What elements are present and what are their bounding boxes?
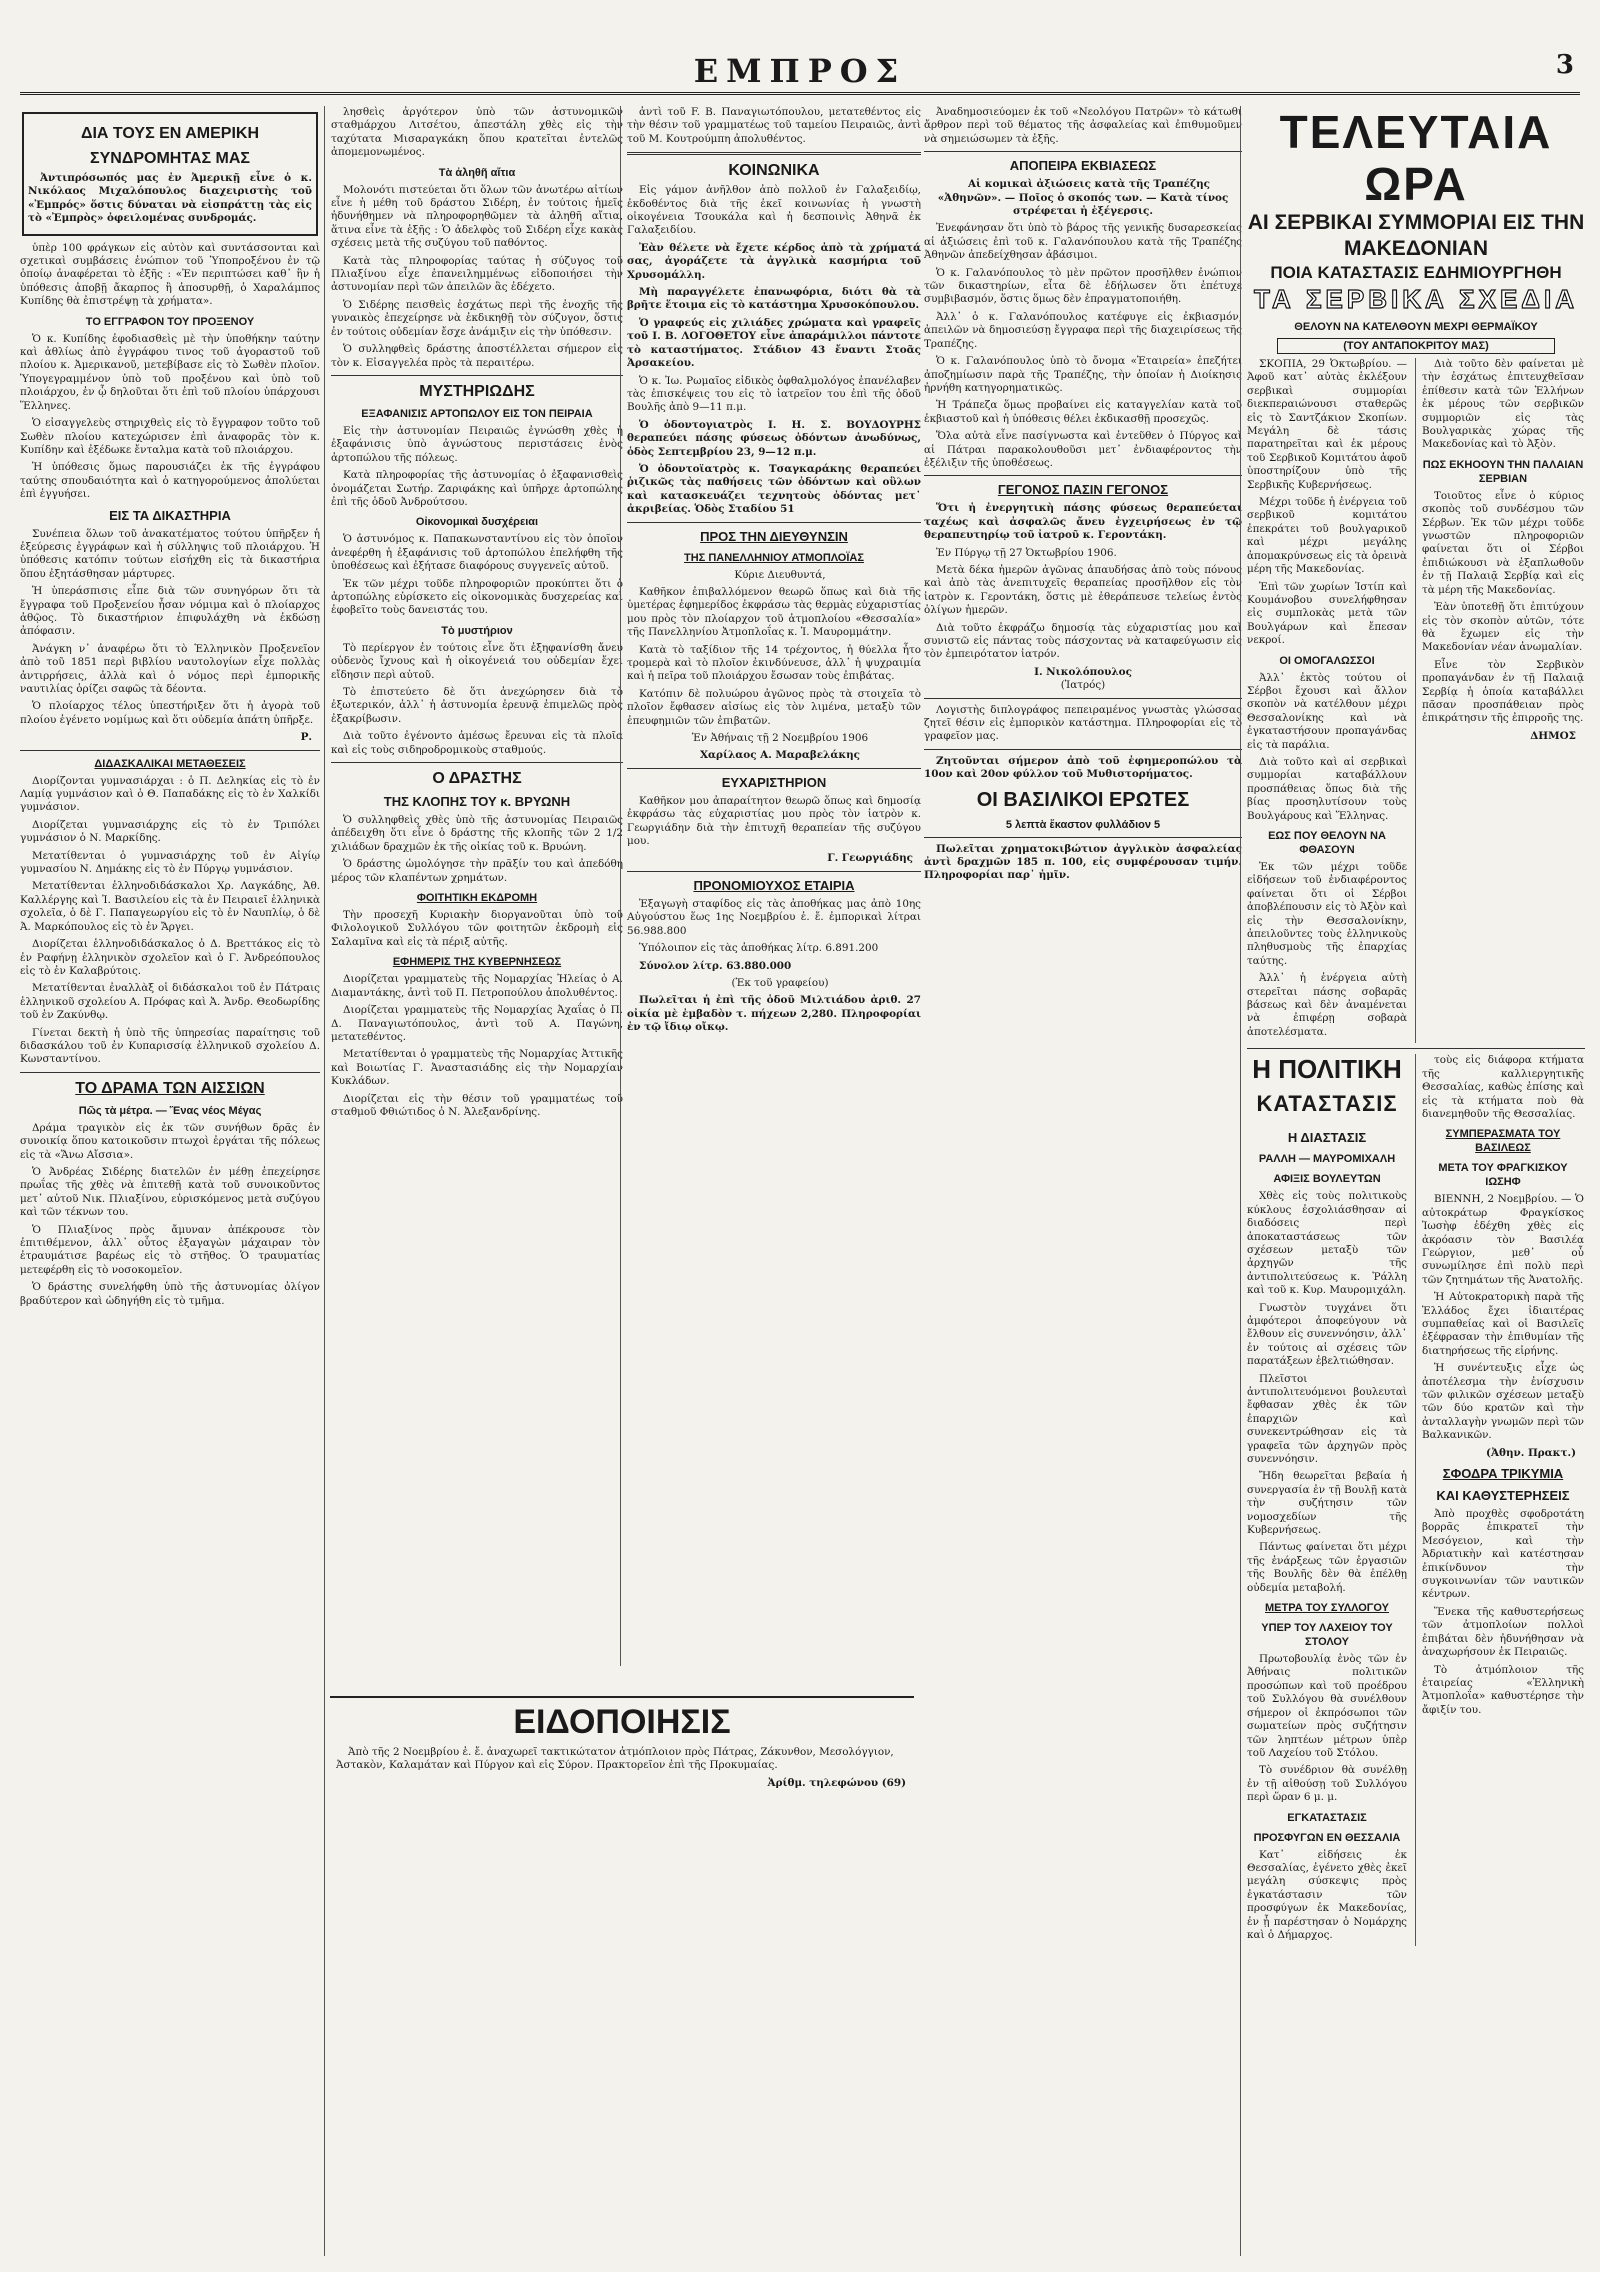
paragraph: Πρωτοβουλίᾳ ἑνὸς τῶν ἐν Ἀθήναις πολιτικῶν προσώπων καὶ τοῦ προέδρου τοῦ Συλλόγου θὰ συνέλθουν σήμερον οἱ ἐκπρόσωποι τῶν σωματείων πρὸς συζήτησιν τῶν ληπτέων μέτρων ὑπὲρ τοῦ Λαχείου τοῦ Στόλου. <box>1247 1653 1407 1759</box>
letter-date: Ἐν Ἀθήναις τῇ 2 Νοεμβρίου 1906 <box>691 732 869 745</box>
paragraph: Κατ᾽ εἰδήσεις ἐκ Θεσσαλίας, ἐγένετο χθὲς ἐκεῖ μεγάλη σύσκεψις πρὸς ἐγκατάστασιν τῶν προσφύγων ἐκ Μακεδονίας, ἐν ᾗ παρέστησαν ὁ Νομάρχης καὶ ὁ Δήμαρχος. <box>1247 1848 1407 1941</box>
paragraph: Μετατίθενται ὁ γραμματεὺς τῆς Νομαρχίας Ἀττικῆς καὶ Βοιωτίας Γ. Ἀναστασιάδης εἰς τὴν Νομαρχίαν Κυκλάδων. <box>331 1048 623 1088</box>
divider <box>627 768 921 769</box>
headline-thermaikos: ΘΕΛΟΥΝ ΝΑ ΚΑΤΕΛΘΟΥΝ ΜΕΧΡΙ ΘΕΡΜΑΪΚΟΥ <box>1294 321 1538 333</box>
section-heading-drama: ΤΟ ΔΡΑΜΑ ΤΩΝ ΑΙΣΣΙΩΝ <box>75 1079 265 1097</box>
paragraph: Ἡ Τράπεζα ὅμως προβαίνει εἰς καταγγελίαν κατὰ τοῦ ἐκβιαστοῦ καὶ ἡ ὑπόθεσις θέλει ἐκδικασθῇ προσεχῶς. <box>924 399 1242 425</box>
politics-heading-2: ΚΑΤΑΣΤΑΣΙΣ <box>1256 1091 1398 1117</box>
divider <box>924 475 1242 476</box>
section-heading-how-far: ΕΩΣ ΠΟΥ ΘΕΛΟΥΝ ΝΑ ΦΘΑΣΟΥΝ <box>1268 830 1386 856</box>
paragraph: Ἀνάγκη ν᾽ ἀναφέρω ὅτι τὸ Ἑλληνικὸν Προξενεῖον ἀπὸ τοῦ 1851 περὶ βιβλίου ναυτολογίων εἶχε πολλὰς ἀντιρρήσεις, ἀλλὰ καὶ ὁ νόμος περὶ ἐμπορικῆς ναυτιλίας ὁρίζει σαφῶς τὰ δέοντα. <box>20 642 320 695</box>
politics-section <box>1247 1054 1407 1946</box>
section-heading-consul: ΤΟ ΕΓΓΡΑΦΟΝ ΤΟΥ ΠΡΟΞΕΝΟΥ <box>85 315 255 328</box>
section-heading-company: ΠΡΟΝΟΜΙΟΥΧΟΣ ΕΤΑΙΡΙΑ <box>693 877 855 893</box>
paragraph: Ὁ κ. Ἰω. Ρωμαῖος εἰδικὸς ὀφθαλμολόγος ἐπανέλαβεν τὰς ἐπισκέψεις του εἰς τὸ ἰατρεῖον του ἐπὶ τῆς ὁδοῦ Βουλῆς ἀπὸ 9—11 π.μ. <box>627 374 921 414</box>
newspaper-title: ΕΜΠΡΟΣ <box>693 52 907 90</box>
lower-body <box>1247 1054 1585 1946</box>
paragraph: Ἡ Αὐτοκρατορικὴ παρὰ τῆς Ἑλλάδος ἔχει ἰδιαιτέρας συμπαθείας καὶ οἱ Βασιλεῖς ἐξέφρασαν τὴν ἐπιθυμίαν τῆς διατηρήσεως τῆς εἰρήνης. <box>1422 1291 1584 1357</box>
paragraph: Μετατίθενται ὁ γυμνασιάρχης τοῦ ἐν Αἰγίῳ γυμνασίου Ν. Δημάκης εἰς τὸ ἐν Πύργῳ γυμνάσιον. <box>20 849 320 876</box>
paragraph: Λογιστὴς διπλογράφος πεπειραμένος γνωστὰς γλώσσας ζητεῖ θέσιν εἰς ἐμπορικὸν κατάστημα. Πληροφορίαι εἰς τὸ γραφεῖον μας. <box>924 703 1242 743</box>
divider <box>20 750 320 751</box>
paragraph: Διὰ τοῦτο καὶ αἱ σερβικαὶ συμμορίαι καταβάλλουν προσπάθειας ὅπως διὰ τῆς βίας προσηλυτίσουν τοὺς Βουλγάρους καὶ Ἕλληνας. <box>1247 755 1407 822</box>
paragraph: Συνέπεια ὅλων τοῦ ἀνακατέματος τούτου ὑπῆρξεν ἡ ἐξεύρεσις ἐγγράφων καὶ ἡ σύλληψις τοῦ πλοιάρχου. Ἡ ὑπόθεσις κατόπιν τούτων εἰσήχθη εἰς τὰ δικαστήρια ὅπου ἐξητάσθησαν μάρτυρες. <box>20 527 320 580</box>
divider <box>20 1072 320 1073</box>
section-heading-settlement: ΕΓΚΑΤΑΣΤΑΣΙΣ <box>1287 1811 1367 1824</box>
section-subheading-letter: ΤΗΣ ΠΑΝΕΛΛΗΝΙΟΥ ΑΤΜΟΠΛΟΪΑΣ <box>684 551 864 564</box>
note: (Ἐκ τοῦ γραφείου) <box>731 976 829 989</box>
headline-serbian-bands: ΑΙ ΣΕΡΒΙΚΑΙ ΣΥΜΜΟΡΙΑΙ ΕΙΣ ΤΗΝ ΜΑΚΕΔΟΝΙΑΝ <box>1247 211 1585 260</box>
paragraph: Ἀλλ᾽ ὁ κ. Γαλανόπουλος κατέφυγε εἰς ἐκβιασμόν, ἀπειλῶν νὰ δημοσιεύσῃ ἔγγραφα περὶ τῆς διαχειρίσεως τῆς Τραπέζης. <box>924 310 1242 350</box>
column-1 <box>20 106 320 2256</box>
paragraph: Ἀναδημοσιεύομεν ἐκ τοῦ «Νεολόγου Πατρῶν» τὸ κάτωθι ἄρθρον περὶ τοῦ θέματος τῆς ἀσφαλείας καὶ ἐπιθυμοῦμεν νὰ σημειώσωμεν τὰ ἑξῆς. <box>924 106 1242 145</box>
notice-ad <box>330 1696 914 1882</box>
notice: Ὁ ὀδοντοϊατρὸς κ. Τσαγκαράκης θεραπεύει ῥιζικῶς τὰς παθήσεις τῶν ὀδόντων καὶ οὓλων καὶ κατασκευάζει τεχνητοὺς ὀδόντας μετ᾽ ἀκριβείας. Ὁδὸς Σταδίου 51 <box>627 462 921 516</box>
paragraph: Ἀλλ᾽ ἡ ἐνέργεια αὐτὴ στερεῖται πάσης σοβαρᾶς βάσεως καὶ δὲν ἀναμένεται νὰ ἐπιφέρῃ σοβαρὰ ἀποτελέσματα. <box>1247 972 1407 1038</box>
subscribers-notice-box <box>22 112 318 236</box>
paragraph: Ἐξαγωγὴ σταφίδος εἰς τὰς ἀποθήκας μας ἀπὸ 10ης Αὐγούστου ἕως 1ης Νοεμβρίου ἐ. ἔ. ἐμπορικαὶ λίτραι 56.988.800 <box>627 897 921 937</box>
paragraph: Τὸ ἐπιστεύετο δὲ ὅτι ἀνεχώρησεν διὰ τὸ ἐξωτερικόν, ἀλλ᾽ ἡ ἀστυνομία ἐρευνᾷ ἐπιμελῶς πρὸς ἐξακρίβωσιν. <box>331 686 623 725</box>
divider <box>627 871 921 872</box>
column-4 <box>918 106 1242 2256</box>
section-subheading-measures: ΥΠΕΡ ΤΟΥ ΛΑΧΕΙΟΥ ΤΟΥ ΣΤΟΛΟΥ <box>1261 1622 1393 1649</box>
section-heading-royal-loves: ΟΙ ΒΑΣΙΛΙΚΟΙ ΕΡΩΤΕΣ <box>976 788 1190 811</box>
section-heading-measures: ΜΕΤΡΑ ΤΟΥ ΣΥΛΛΟΓΟΥ <box>1265 1602 1389 1615</box>
section-heading-king: ΣΥΜΠΕΡΑΣΜΑΤΑ ΤΟΥ ΒΑΣΙΛΕΩΣ <box>1445 1128 1561 1155</box>
section-heading-transfers: ΔΙΔΑΣΚΑΛΙΚΑΙ ΜΕΤΑΘΕΣΕΙΣ <box>94 757 246 770</box>
divider <box>331 375 623 376</box>
paragraph: Ὁ δράστης ὡμολόγησε τὴν πρᾶξίν του καὶ ἀπεδόθη μέρος τῶν κλαπέντων χρημάτων. <box>331 858 623 884</box>
paragraph: Ὁ πλοίαρχος τέλος ὑπεστήριξεν ὅτι ἡ ἀγορὰ τοῦ πλοίου ἐγένετο νομίμως καὶ ὅτι οὐδεμία ἀπάτη ὑπῆρξε. <box>20 700 320 726</box>
paragraph: Ἤδη θεωρεῖται βεβαία ἡ συνεργασία ἐν τῇ Βουλῇ κατὰ τὴν συζήτησιν τῶν νομοσχεδίων τῆς Κυβερνήσεως. <box>1247 1470 1407 1537</box>
paragraph: Διορίζεται γυμνασιάρχης εἰς τὸ ἐν Τριπόλει γυμνάσιον ὁ Ν. Μαρκίδης. <box>20 818 320 845</box>
section-heading-social: ΚΟΙΝΩΝΙΚΑ <box>728 162 820 180</box>
section-heading-storm: ΣΦΟΔΡΑ ΤΡΙΚΥΜΙΑ <box>1442 1466 1564 1482</box>
divider <box>627 152 921 155</box>
paragraph: Χθὲς εἰς τοὺς πολιτικοὺς κύκλους ἐσχολιάσθησαν αἱ διαδόσεις περὶ ἀποκαταστάσεως τῶν σχέσεων μεταξὺ τῶν ἀρχηγῶν τῆς ἀντιπολιτεύσεως κ. Ῥάλλη καὶ τοῦ κ. Κυρ. Μαυρομιχάλη. <box>1247 1190 1407 1297</box>
paragraph: Διὰ τοῦτο ἐγένοντο ἀμέσως ἔρευναι εἰς τὰ πλοῖα καὶ εἰς τοὺς σιδηροδρομικοὺς σταθμούς. <box>331 730 623 756</box>
paragraph: Μετὰ δέκα ἡμερῶν ἀγῶνας ἀπαυδήσας ἀπὸ τοὺς πόνους καὶ ἀπὸ τὰς ἀνεπιτυχεῖς θεραπείας προσῆλθον εἰς τὸν ἰατρὸν κ. Γεροντάκη, ὅστις μὲ ἐθεράπευσε τελείως ἐντὸς ὀλίγων ἡμερῶν. <box>924 563 1242 617</box>
paragraph: τοὺς εἰς διάφορα κτήματα τῆς καλλιεργητικῆς Θεσσαλίας, καθὼς ἐπίσης καὶ εἰς τὰ κτήματα ποὺ θὰ διανεμηθοῦν τῆς Θεσσαλίας. <box>1422 1054 1584 1120</box>
columns <box>20 106 1585 2256</box>
paragraph: Ὁ Ἀνδρέας Σιδέρης διατελῶν ἐν μέθῃ ἐπεχείρησε πρωΐας τῆς χθὲς νὰ ἐπιτεθῇ κατὰ τοῦ συνοικοῦντος μετ᾽ αὐτοῦ Νικ. Πλιαξίνου, εὑρισκόμενος μετὰ συζύγου καὶ τῶν τέκνων του. <box>20 1165 320 1219</box>
column-5 <box>1240 106 1585 2256</box>
paragraph: λησθεὶς ἀργότερον ὑπὸ τῶν ἀστυνομικῶν σταθμάρχου Λιτσέτου, ἀπεστάλη χθὲς εἰς τὴν ταχύτατα Μισαραγκάκη ὅπου κρατεῖται ἐντελῶς ἀπομεμονωμένος. <box>331 106 623 159</box>
paragraph: Κατόπιν δὲ πολυώρου ἀγῶνος πρὸς τὰ στοιχεῖα τὸ πλοῖον ἔφθασεν αἰσίως εἰς τὸν λιμένα, μεταξὺ τῶν ἐπευφημιῶν τῶν ἐπιβατῶν. <box>627 687 921 727</box>
subscribers-notice: Ἀντιπρόσωπός μας ἐν Ἀμερικῇ εἶνε ὁ κ. Νικόλαος Μιχαλόπουλος διαχειριστὴς τοῦ «Ἐμπρός» ὅστις δύναται νὰ εἰσπράττῃ τὰς εἰς τὸ «Ἐμπρὸς» ὀφειλομένας συνδρομάς. <box>28 172 312 225</box>
paragraph: Ὁ Σιδέρης πεισθεὶς ἐσχάτως περὶ τῆς ἐνοχῆς τῆς γυναικὸς ἐπεχείρησε νὰ ἐκδικηθῇ τὸν σύζυγον, ὅστις ἐν τούτοις οὐδεμίαν ἔσχε ἀνάμιξιν εἰς τὴν ὑπόθεσιν. <box>331 298 623 338</box>
section-subheading-mysterious: ΕΞΑΦΑΝΙΣΙΣ ΑΡΤΟΠΩΛΟΥ ΕΙΣ ΤΟΝ ΠΕΙΡΑΙΑ <box>361 407 593 420</box>
paragraph: Μέχρι τοῦδε ἡ ἐνέργεια τοῦ σερβικοῦ κομιτάτου ἐπεκράτει τοῦ βουλγαρικοῦ καὶ μέχρι μεγάλης ἀπομακρύνσεως εἰς τὰ ὁρεινὰ μέρη τῆς Μακεδονίας. <box>1247 496 1407 576</box>
section-heading-old-serbia: ΠΩΣ ΕΚΗΟΟΥΝ ΤΗΝ ΠΑΛΑΙΑΝ ΣΕΡΒΙΑΝ <box>1422 458 1584 485</box>
paragraph: Διορίζονται γυμνασιάρχαι : ὁ Π. Δεληκίας εἰς τὸ ἐν Λαμίᾳ γυμνάσιον καὶ ὁ Θ. Παπαδάκης εἰς τὸ ἐν Χαλκίδι γυμνάσιον. <box>20 774 320 814</box>
paragraph: Μολονότι πιστεύεται ὅτι ὅλων τῶν ἀνωτέρω αἰτίων εἶνε ἡ μέθη τοῦ δράστου Σιδέρη, ἐν τούτοις ἡμεῖς ἠδυνήθημεν νὰ πληροφορηθῶμεν τὰ ἀληθῆ αἴτια, ἅτινα εἶνε τὰ ἑξῆς : Ὁ ἀδελφὸς τοῦ Σιδέρη εἶχε κακὰς σχέσεις μετὰ τῆς συζύγου τοῦ παθόντος. <box>331 183 623 250</box>
section-heading-extortion: ΑΠΟΠΕΙΡΑ ΕΚΒΙΑΣΕΩΣ <box>1009 158 1157 174</box>
paragraph: Διὰ τοῦτο δὲν φαίνεται μὲ τὴν ἐσχάτως ἐπιτευχθεῖσαν ἐπίθεσιν κατὰ τῶν Ἑλλήνων ἐκ μέρους τῶν σερβικῶν συμμοριῶν εἰς τὰς Βουλγαρικὰς χώρας τῆς Μακεδονίας καὶ τὸ Ἀξὸν. <box>1422 358 1584 451</box>
paragraph: Ὁ κ. Γαλανόπουλος ὑπὸ τὸ ὄνομα «Ἑταιρεία» ἐπεζήτει ἀποζημίωσιν παρὰ τῆς Τραπέζης, τὴν ὁποίαν ἡ Διοίκησις ἠρνήθη κατηγορηματικῶς. <box>924 355 1242 394</box>
paragraph: Ἡ ὑπεράσπισις εἶπε διὰ τῶν συνηγόρων ὅτι τὰ ἔγγραφα τοῦ Προξενείου ἦσαν νόμιμα καὶ ὁ πλοίαρχος ἀθῷος. Τὸ δικαστήριον ἐπιφυλάχθη νὰ ἐκδώσῃ ἀπόφασιν. <box>20 585 320 638</box>
column-2 <box>324 106 623 2256</box>
paragraph: Εἰς τὴν ἀστυνομίαν Πειραιῶς ἐγνώσθη χθὲς ἡ ἐξαφάνισις ὑπὸ ἀγνώστους περιστάσεις ἑνὸς ἀρτοπώλου τῆς πόλεως. <box>331 424 623 464</box>
divider <box>924 837 1242 838</box>
paragraph: Τοιοῦτος εἶνε ὁ κύριος σκοπὸς τοῦ συνδέσμου τῶν Σέρβων. Ἐκ τῶν μέχρι τοῦδε γνωστῶν πληροφοριῶν φαίνεται ὅτι οἱ Σέρβοι ἐπιδιώκουσι νὰ ἐξαπλωθοῦν ἐν τῇ Παλαιᾷ Σερβίᾳ καὶ εἰς τὰ μέρη τῆς Μακεδονίας. <box>1422 489 1584 596</box>
signature: Ι. Νικολόπουλος <box>1034 665 1132 678</box>
politics-heading: Η ΠΟΛΙΤΙΚΗ <box>1252 1054 1402 1085</box>
salutation: Κύριε Διευθυντά, <box>734 568 826 581</box>
paragraph: Ἐὰν ὑποτεθῇ ὅτι ἐπιτύχουν εἰς τὸν σκοπὸν αὐτῶν, τότε θὰ ἔχωμεν εἰς τὴν Μακεδονίαν νέαν ἀνωμαλίαν. <box>1422 601 1584 654</box>
paragraph: Ἡ συνέντευξις εἶχε ὡς ἀποτέλεσμα τὴν ἐνίσχυσιν τῶν φιλικῶν σχέσεων μεταξὺ τῶν δύο κρατῶν καὶ τὴν ἀνταλλαγὴν γνωμῶν περὶ τῶν Βαλκανικῶν. <box>1422 1362 1584 1442</box>
section-subheading-extortion: Αἱ κομικαὶ ἀξιώσεις κατὰ τῆς Τραπέζης «Ἀθηνῶν». — Ποῖος ὁ σκοπός των. — Κατὰ τίνος στρέφεται ἡ ἐξέγερσις. <box>937 178 1229 218</box>
section-heading-fact: ΓΕΓΟΝΟΣ ΠΑΣΙΝ ΓΕΓΟΝΟΣ <box>997 482 1169 498</box>
section-heading-student-trip: ΦΟΙΤΗΤΙΚΗ ΕΚΔΡΟΜΗ <box>416 892 538 905</box>
paragraph: Καθῆκον μου ἀπαραίτητον θεωρῶ ὅπως καὶ δημοσίᾳ ἐκφράσω τὰς εὐχαριστίας μου πρὸς τὸν ἰατρὸν κ. Γεωργιάδην διὰ τὴν ἐπιτυχῆ θεραπείαν τῆς συζύγου μου. <box>627 794 921 848</box>
paragraph: Κατὰ πληροφορίας τῆς ἀστυνομίας ὁ ἐξαφανισθεὶς ὀνομάζεται Σωτήρ. Ζαριφάκης καὶ ὑπῆρχε ἀρτοπώλης ἐπὶ τῆς ὁδοῦ Ἀνδρούτσου. <box>331 469 623 508</box>
subscribers-heading-2: ΣΥΝΔΡΟΜΗΤΑΣ ΜΑΣ <box>90 150 250 167</box>
paragraph: Πωλεῖται χρηματοκιβώτιον ἀγγλικὸν ἀσφαλείας ἀντὶ δραχμῶν 185 π. 100, εἰς συμφέρουσαν τιμήν. Πληροφορίαι παρ᾽ ἡμῖν. <box>924 842 1242 882</box>
page-number: 3 <box>1555 50 1574 80</box>
section-subheading-drama: Πῶς τὰ μέτρα. — Ἕνας νέος Μέγας <box>78 1104 262 1117</box>
headline-last-hour: ΤΕΛΕΥΤΑΙΑ ΩΡΑ <box>1279 106 1553 210</box>
section-heading-financial: Οἰκονομικαὶ δυσχέρειαι <box>415 516 539 529</box>
paragraph: ΣΚΟΠΙΑ, 29 Ὀκτωβρίου. — Ἀφοῦ κατ᾽ αὐτὰς ἐκλέξουν σερβικαὶ συμμορίαι διεκπεραιώνουσι σταθερῶς εἰς τὸ Σαντζάκιον Σκοπίων. Μεγάλη δὲ τάσις παρατηρεῖται καὶ ἐκ μέρους τοῦ Σερβικοῦ Κομιτάτου ἀφοῦ ὑποστηρίζουν ὑπὸ τῆς Σερβικῆς Κυβερνήσεως. <box>1247 358 1407 491</box>
paragraph: ὑπὲρ 100 φράγκων εἰς αὐτὸν καὶ συντάσσονται καὶ σχετικαὶ συμβάσεις ἐνώπιον τοῦ Ὑποπροξένου ἐν τῷ ὁποίῳ ἀναφέρεται τὸ ἑξῆς : «Ἐν περιπτώσει καθ᾽ ἣν ἡ ὑπόθεσις ἀποβῇ ἄκαρπος ἢ ἀποσυρθῇ, ὁ Χαραλάμπος Κυπίδης θὰ ἐπιστρέψῃ τὰ χρήματα». <box>20 241 320 308</box>
notice: Ἐὰν θέλετε νὰ ἔχετε κέρδος ἀπὸ τὰ χρήματά σας, ἀγοράζετε τὰ ἀγγλικὰ κασμήρια τοῦ Χρυσομάλλη. <box>627 241 921 281</box>
paragraph: Τὸ περίεργον ἐν τούτοις εἶνε ὅτι ἐξηφανίσθη ἄνευ οὐδενὸς ἴχνους καὶ ἡ οἰκογένειά του οὐδεμίαν ἔχει εἴδησιν περὶ αὐτοῦ. <box>331 641 623 681</box>
letter-signer: Χαρίλαος Α. Μαραβελάκης <box>699 749 861 762</box>
paragraph: Ὁ συλληφθεὶς δράστης ἀποστέλλεται σήμερον εἰς τὸν κ. Εἰσαγγελέα πρὸς τὰ περαιτέρω. <box>331 343 623 369</box>
notice: Ὁ γραφεύς εἰς χιλιάδες χρώματα καὶ γραφεῖς τοῦ Ι. Β. ΛΟΓΟΘΕΤΟΥ εἶνε ἀπαράμιλλοι πάντοτε τὸ καταστήματος. Στάδιον 43 ἔναντι Στοᾶς Ἀρσακείου. <box>627 316 921 370</box>
column-3 <box>620 106 921 1666</box>
paragraph: Ἕνεκα τῆς καθυστερήσεως τῶν ἀτμοπλοίων πολλοὶ ἐπιβάται δὲν ἠδυνήθησαν νὰ ἀναχωρήσουν ἐκ Πειραιῶς. <box>1422 1605 1584 1659</box>
signature-mark: Ρ. <box>300 731 312 744</box>
headline-situation: ΠΟΙΑ ΚΑΤΑΣΤΑΣΙΣ ΕΔΗΜΙΟΥΡΓΗΘΗ <box>1270 263 1562 282</box>
divider <box>627 522 921 523</box>
paragraph: Ἐκ τῶν μέχρι τοῦδε πληροφοριῶν προκύπτει ὅτι ὁ ἀρτοπώλης εὑρίσκετο εἰς οἰκονομικὰς δυσχερείας καὶ ἐφοβεῖτο τοὺς δανειστάς του. <box>331 577 623 617</box>
paragraph: Διορίζεται ἑλληνοδιδάσκαλος ὁ Δ. Βρεττάκος εἰς τὸ ἐν Ραφήνῃ ἑλληνικὸν σχολεῖον καὶ ὁ Γ. Ἀνδρεόπουλος εἰς τὸ ἐν Καλαβρύτοις. <box>20 938 320 977</box>
section-heading-letter: ΠΡΟΣ ΤΗΝ ΔΙΕΥΘΥΝΣΙΝ <box>700 528 848 544</box>
signature: Γ. Γεωργιάδης <box>827 852 913 865</box>
section-subheading-culprit: ΤΗΣ ΚΛΟΠΗΣ ΤΟΥ κ. ΒΡΥΩΝΗ <box>383 794 571 810</box>
section-subheading-storm: ΚΑΙ ΚΑΘΥΣΤΕΡΗΣΕΙΣ <box>1436 1488 1570 1504</box>
paragraph: Ἐνεφάνησαν ὅτι ὑπὸ τὸ βάρος τῆς γενικῆς δυσαρεσκείας αἱ ἀξιώσεις ἐπὶ τοῦ κ. Γαλανόπουλου κατὰ τῆς Τραπέζης Ἀθηνῶν ἀπεδείχθησαν ἀβάσιμοι. <box>924 222 1242 262</box>
paragraph: Ὅλα αὐτὰ εἶνε πασίγνωστα καὶ ἐντεῦθεν ὁ Πύργος καὶ αἱ Πάτραι παρακολουθοῦσι μετ᾽ ἐνδιαφέροντος τὴν ἐξέλιξιν τῆς ὑποθέσεως. <box>924 430 1242 469</box>
section-heading-causes: Τὰ ἀληθῆ αἴτια <box>438 166 516 179</box>
divider <box>331 762 623 763</box>
subscribers-heading: ΔΙΑ ΤΟΥΣ ΕΝ ΑΜΕΡΙΚΗ <box>80 125 259 142</box>
paragraph: Εἶνε τὸν Σερβικὸν προπαγάνδαν ἐν τῇ Παλαιᾷ Σερβίᾳ ἡ ὁποία καταβάλλει πᾶσαν προσπάθειαν πρὸς ἐπικράτησιν τῆς ἐπιρροῆς της. <box>1422 658 1584 725</box>
paragraph: ἀντὶ τοῦ F. Β. Παναγιωτόπουλου, μετατεθέντος εἰς τὴν θέσιν τοῦ γραμματέως τοῦ ταμείου Πειραιῶς, ἀντὶ τοῦ Μ. Κουτρούμπη ἀπολυθέντος. <box>627 106 921 145</box>
ad-title: ΕΙΔΟΠΟΙΗΣΙΣ <box>513 1703 731 1741</box>
section-heading-courts: ΕΙΣ ΤΑ ΔΙΚΑΣΤΗΡΙΑ <box>109 507 231 523</box>
section-subheading-royal-loves: 5 λεπτὰ ἕκαστον φυλλάδιον 5 <box>1005 818 1161 831</box>
paragraph: Ἀπὸ προχθὲς σφοδροτάτη βορρᾶς ἐπικρατεῖ τὴν Μεσόγειον, καὶ τὴν Ἀδριατικὴν καὶ κατέστησαν ἐπικίνδυνον τὴν συγκοινωνίαν τῶν ναυτικῶν κέντρων. <box>1422 1508 1584 1601</box>
paragraph: Ἡ ὑπόθεσις ὅμως παρουσιάζει ἐκ τῆς ἐγγράφου ταύτης σπουδαιότητα καὶ ὁ κατηγορούμενος ἀπολύεται ἐπὶ ἐγγυήσει. <box>20 461 320 501</box>
politics-subheading: Η ΔΙΑΣΤΑΣΙΣ <box>1287 1130 1367 1146</box>
paragraph: Ὁ κ. Γαλανόπουλος τὸ μὲν πρῶτον προσῆλθεν ἐνώπιον τῶν δικαστηρίων, εἶτα δὲ ἐδήλωσεν ὅτι ἐπέτυχε συμβιβασμόν, ὅστις ὅμως δὲν ἐπραγματοποιήθη. <box>924 266 1242 306</box>
paragraph: Ὁ συλληφθεὶς χθὲς ὑπὸ τῆς ἀστυνομίας Πειραιῶς ἀπέδειχθη ὅτι εἶνε ὁ δράστης τῆς κλοπῆς τῶν 2 1/2 χιλιάδων δραχμῶν ἐκ τῆς οἰκίας τοῦ κ. Βρυώνη. <box>331 814 623 853</box>
section-heading-thanks: ΕΥΧΑΡΙΣΤΗΡΙΟΝ <box>721 774 827 790</box>
signature: ΔΗΜΟΣ <box>1530 729 1576 742</box>
source-note: (Ἀθην. Πρακτ.) <box>1486 1446 1576 1459</box>
paragraph: Μετατίθενται ἑλληνοδιδάσκαλοι Χρ. Λαγκάδης, Ἀθ. Καλλέργης καὶ Ἰ. Βασιλείου εἰς τὰ ἐν Πειραιεῖ ἑλληνικὰ σχολεῖα, ὁ δὲ Γ. Παπαγεωργίου εἰς τὸ ἐν Ναυπλίῳ, ὁ δὲ Ἀ. Μαρκόπουλος εἰς τὸ ἐν Ἄργει. <box>20 880 320 933</box>
vienna-section <box>1415 1054 1584 1946</box>
headline-serbian-plans: ΤΑ ΣΕΡΒΙΚΑ ΣΧΕΔΙΑ <box>1254 284 1578 314</box>
paragraph: Ὁ Πλιαξίνος πρὸς ἄμυναν ἀπέκρουσε τὸν ἐπιτιθέμενον, ἀλλ᾽ οὗτος ἐξαγαγὼν μάχαιραν τὸν ἐτραυμάτισε βαρέως εἰς τὸ στῆθος. Ὁ τραυματίας μετεφέρθη εἰς τὸ νοσοκομεῖον. <box>20 1223 320 1276</box>
sale-notice: Πωλεῖται ἡ ἐπὶ τῆς ὁδοῦ Μιλτιάδου ἀριθ. 27 οἰκία μὲ ἐμβαδὸν τ. πήχεων 2,280. Πληροφορίαι ἐν τῷ ἴδιῳ οἴκῳ. <box>627 994 921 1034</box>
paragraph: Ὑπόλοιπον εἰς τὰς ἀποθήκας λίτρ. 6.891.200 <box>639 942 879 955</box>
notice: Ὁ ὀδοντογιατρὸς Ι. Η. Σ. ΒΟΥΔΟΥΡΗΣ θεραπεύει πάσης φύσεως ὀδόντων ἀνωδύνως, ὁδὸς Σεπτεμβρίου 23, 9—12 π.μ. <box>627 418 921 458</box>
last-hour-left <box>1247 358 1407 1043</box>
paragraph: Ὁ εἰσαγγελεὺς στηριχθεὶς εἰς τὸ ἔγγραφον τοῦτο τοῦ Σωθὲν πλοίου κατεχώρισεν ἐπὶ ἀναφορᾶς τὸν κ. Κυπίδην καὶ ἐξέδωκε ἔνταλμα κατὰ τοῦ πλοιάρχου. <box>20 417 320 456</box>
paragraph: Ἐκ τῶν μέχρι τοῦδε εἰδήσεων τοῦ ἐνδιαφέροντος φαίνεται ὅτι οἱ Σέρβοι ἀποβλέπουσιν εἰς τὸ Ἀξὸν καὶ εἰς τὴν Θεσσαλονίκην, ἀπειλοῦντες τοὺς ἑλληνικοὺς πληθυσμοὺς τῆς ἐπαρχίας ταύτης. <box>1247 861 1407 967</box>
notice: Μὴ παραγγέλετε ἐπανωφόρια, διότι θὰ τὰ βρῆτε ἕτοιμα εἰς τὸ κατάστημα Χρυσοκόπουλου. <box>627 286 921 312</box>
paragraph: Δράμα τραγικὸν εἰς ἐκ τῶν συνήθων δρᾶς ἐν συνοικίᾳ ὅπου κατοικοῦσιν πτωχοὶ ἐργάται τῆς πόλεως εἰς τὰ «Ἄνω Αἴσσια». <box>20 1121 320 1161</box>
paragraph: Γίνεται δεκτὴ ἡ ὑπὸ τῆς ὑπηρεσίας παραίτησις τοῦ διδασκάλου τοῦ ἐν Κυπαρισσίᾳ ἑλληνικοῦ σχολείου Δ. Κωνσταντίνου. <box>20 1026 320 1066</box>
divider <box>924 151 1242 152</box>
paragraph: Ὁ ἀστυνόμος κ. Παπακωνσταντίνου εἰς τὸν ὁποῖον ἀνεφέρθη ἡ ἐξαφάνισις τοῦ ἀρτοπώλου ἐπελήφθη τῆς ὑποθέσεως καὶ ἐξήτασε διαφόρους συγγενεῖς αὐτοῦ. <box>331 533 623 573</box>
paragraph: Ὁ δράστης συνελήφθη ὑπὸ τῆς ἀστυνομίας ὀλίγον βραδύτερον καὶ ὡδηγήθη εἰς τὸ τμῆμα. <box>20 1281 320 1307</box>
paragraph: Σύνολον λίτρ. 63.880.000 <box>639 959 792 972</box>
paragraph: Πάντως φαίνεται ὅτι μέχρι τῆς ἐνάρξεως τῶν ἐργασιῶν τῆς Βουλῆς δὲν θὰ ἐπέλθῃ οὐδεμία μεταβολή. <box>1247 1541 1407 1594</box>
section-heading-mystery: Τὸ μυστήριον <box>441 624 513 637</box>
section-subheading-king: ΜΕΤΑ ΤΟΥ ΦΡΑΓΚΙΣΚΟΥ ΙΩΣΗΦ <box>1438 1162 1568 1189</box>
paragraph: Τὸ ἀτμόπλοιον τῆς ἑταιρείας «Ἑλληνικὴ Ἀτμοπλοΐα» καθυστέρησε τὴν ἄφιξίν του. <box>1422 1663 1584 1716</box>
correspondent-tag: (ΤΟΥ ΑΝΤΑΠΟΚΡΙΤΟΥ ΜΑΣ) <box>1277 338 1555 354</box>
paragraph: Κατὰ τὰς πληροφορίας ταύτας ἡ σύζυγος τοῦ Πλιαξίνου εἶχε ἐπανειλημμένως εἰδοποιήσει τὴν ἀστυνομίαν περὶ τῶν ἀπειλῶν ἃς ἐδέχετο. <box>331 254 623 294</box>
section-heading-mysterious: ΜΥΣΤΗΡΙΩΔΗΣ <box>419 382 535 400</box>
paragraph: Ἀλλ᾽ ἐκτὸς τούτου οἱ Σέρβοι ἔχουσι καὶ ἄλλον σκοπὸν νὰ κατέλθουν μέχρι Θεσσαλονίκης καὶ νὰ ἐγκαταστήσουν προπαγάνδας εἰς τὰ παράλια. <box>1247 671 1407 751</box>
signature-title: (Ἰατρός) <box>1060 679 1106 692</box>
paragraph: Ἐν Πύργῳ τῇ 27 Ὀκτωβρίου 1906. <box>936 546 1117 559</box>
paragraph: Μετατίθενται ἐναλλὰξ οἱ διδάσκαλοι τοῦ ἐν Πάτραις ἑλληνικοῦ σχολείου Α. Πρόφας καὶ Ἀ. Ἀνδρ. Θεοδωρίδης τοῦ ἐν Ζακύνθῳ. <box>20 982 320 1022</box>
last-hour-right <box>1415 358 1584 1043</box>
paragraph: Τὴν προσεχῆ Κυριακὴν διοργανοῦται ὑπὸ τοῦ Φιλολογικοῦ Συλλόγου τῶν φοιτητῶν ἐκδρομὴ εἰς Σαλαμῖνα καὶ εἰς τὰ πέριξ αὐτῆς. <box>331 909 623 948</box>
section-heading-gazette: ΕΦΗΜΕΡΙΣ ΤΗΣ ΚΥΒΕΡΝΗΣΕΩΣ <box>392 956 562 969</box>
politics-subheading-3: ΑΦΙΞΙΣ ΒΟΥΛΕΥΤΩΝ <box>1273 1173 1381 1186</box>
divider <box>924 749 1242 750</box>
paragraph: ΒΙΕΝΝΗ, 2 Νοεμβρίου. — Ὁ αὐτοκράτωρ Φραγκίσκος Ἰωσὴφ ἐδέχθη χθὲς εἰς ἀκρόασιν τὸν Βασιλέα Γεώργιον, μεθ᾽ οὗ συνωμίλησε ἐπὶ πολὺ περὶ τῶν ζητημάτων τῆς Ἀνατολῆς. <box>1422 1193 1584 1286</box>
paragraph: Διορίζεται εἰς τὴν θέσιν τοῦ γραμματέως τοῦ σταθμοῦ Φθιώτιδος ὁ Ν. Ἀλεξανδρίνης. <box>331 1092 623 1118</box>
paragraph: Ὁ κ. Κυπίδης ἐφοδιασθεὶς μὲ τὴν ὑποθήκην ταύτην καὶ ἀθλίως ἀπὸ ἐγγράφου τινος τοῦ ἀγοραστοῦ τοῦ πλοίου κ. Ἀμερικανοῦ, μετεβίβασε εἰς τὸ Σωθὲν πλοῖον. Ὑπογεγραμμένον ὑπὸ τοῦ προξένου καὶ ὑπὸ τοῦ πλοιάρχου, ἐν ᾧ δηλοῦται ὅτι ἐπὶ τοῦ πλοίου ὑπάρχουσι Ἕλληνες. <box>20 332 320 412</box>
paragraph: Διορίζεται γραμματεὺς τῆς Νομαρχίας Ἠλείας ὁ Α. Διαμαντάκης, ἀντὶ τοῦ Π. Πετροπούλου ἀπολυθέντος. <box>331 973 623 999</box>
paragraph: Γνωστὸν τυγχάνει ὅτι ἀμφότεροι ἀποφεύγουν νὰ ἔλθουν εἰς συνεννόησιν, ἀλλ᾽ ἐν τούτοις αἱ σχέσεις τῶν παρατάξεων ἐβελτιώθησαν. <box>1247 1301 1407 1368</box>
paragraph: Πλεῖστοι ἀντιπολιτευόμενοι βουλευταὶ ἔφθασαν χθὲς ἐκ τῶν ἐπαρχιῶν καὶ συνεκεντρώθησαν εἰς τὰ γραφεῖα τῶν ἀρχηγῶν πρὸς συνεννόησιν. <box>1247 1372 1407 1465</box>
paragraph: Ἐπὶ τῶν χωρίων Ἰστίπ καὶ Κουμάνοβου συνελήφθησαν εἰς συμπλοκὰς μετὰ τῶν Βουλγάρων καὶ ἔπεσαν νεκροί. <box>1247 580 1407 647</box>
section-subheading-settlement: ΠΡΟΣΦΥΓΩΝ ΕΝ ΘΕΣΣΑΛΙΑ <box>1253 1831 1401 1844</box>
divider <box>1247 1048 1585 1049</box>
paragraph: Ζητοῦνται σήμερον ἀπὸ τοῦ ἐφημεροπώλου τὰ 10ον καὶ 20ον φύλλον τοῦ Μυθιστορήματος. <box>924 754 1242 781</box>
paragraph: Ὅτι ἡ ἐνεργητικὴ πάσης φύσεως θεραπεύεται ταχέως καὶ ἀσφαλῶς ἄνευ ἐγχειρήσεως ἐν τῷ θεραπευτηρίῳ τοῦ ἰατροῦ κ. Γεροντάκη. <box>924 502 1242 542</box>
paragraph: Διὰ τοῦτο ἐκφράζω δημοσίᾳ τὰς εὐχαριστίας μου καὶ συνιστῶ εἰς πάντας τοὺς πάσχοντας νὰ καταφεύγωσιν εἰς τὸν ἐμπειρότατον ἰατρόν. <box>924 621 1242 661</box>
section-heading-culprit: Ο ΔΡΑΣΤΗΣ <box>432 770 522 788</box>
paragraph: Διορίζεται γραμματεὺς τῆς Νομαρχίας Ἀχαΐας ὁ Π. Δ. Παναγιωτόπουλος, ἀντὶ τοῦ Α. Παγώνη, μετατεθέντος. <box>331 1004 623 1043</box>
last-hour-body <box>1247 358 1585 1043</box>
paragraph: Τὸ συνέδριον θὰ συνέλθῃ ἐν τῇ αἰθούσῃ τοῦ Συλλόγου περὶ ὥραν 6 μ. μ. <box>1247 1764 1407 1804</box>
section-heading-compatriots: ΟΙ ΟΜΟΓΑΛΩΣΣΟΙ <box>1279 654 1375 667</box>
divider <box>924 698 1242 699</box>
paragraph: Καθῆκον ἐπιβαλλόμενον θεωρῶ ὅπως καὶ διὰ τῆς ὑμετέρας ἐφημερίδος ἐκφράσω τὰς θερμὰς εὐχαριστίας μου πρὸς τὸν πλοίαρχον τοῦ ἀτμοπλοίου «Θεσσαλία» τῆς Πανελληνίου Ἀτμοπλοΐας κ. Ἰ. Μαυρομμάτην. <box>627 585 921 639</box>
ad-sign: Ἀρίθμ. τηλεφώνου (69) <box>767 1776 906 1789</box>
ad-body: Ἀπὸ τῆς 2 Νοεμβρίου ἐ. ἔ. ἀναχωρεῖ τακτικώτατον ἀτμόπλοιον πρὸς Πάτρας, Ζάκυνθον, Μεσολόγγιον, Ἀστακὸν, Καλαμάταν καὶ Πύργον καὶ εἰς Σύρον. Πρακτορεῖον ἐπὶ τῆς Προκυμαίας. <box>336 1746 894 1772</box>
politics-subheading-2: ΡΑΛΛΗ — ΜΑΥΡΟΜΙΧΑΛΗ <box>1258 1153 1396 1166</box>
masthead <box>20 52 1580 95</box>
paragraph: Εἰς γάμον ἀνῆλθον ἀπὸ πολλοῦ ἐν Γαλαξειδίῳ, ἐκδοθέντος διὰ τῆς ἐκεῖ κοινωνίας ἡ γνωστὴ οἰκογένεια Τσουκάλα καὶ ἡ δεσποινὶς Ἀθηνᾶ ἐκ Γαλαξειδίου. <box>627 184 921 237</box>
paragraph: Κατὰ τὸ ταξίδιον τῆς 14 τρέχοντος, ἡ θύελλα ἦτο τρομερὰ καὶ τὸ πλοῖον ἐκινδύνευσε, ἀλλ᾽ ἡ ψυχραιμία καὶ ἡ πεῖρα τοῦ πλοιάρχου ἔσωσαν τοὺς ἐπιβάτας. <box>627 643 921 683</box>
